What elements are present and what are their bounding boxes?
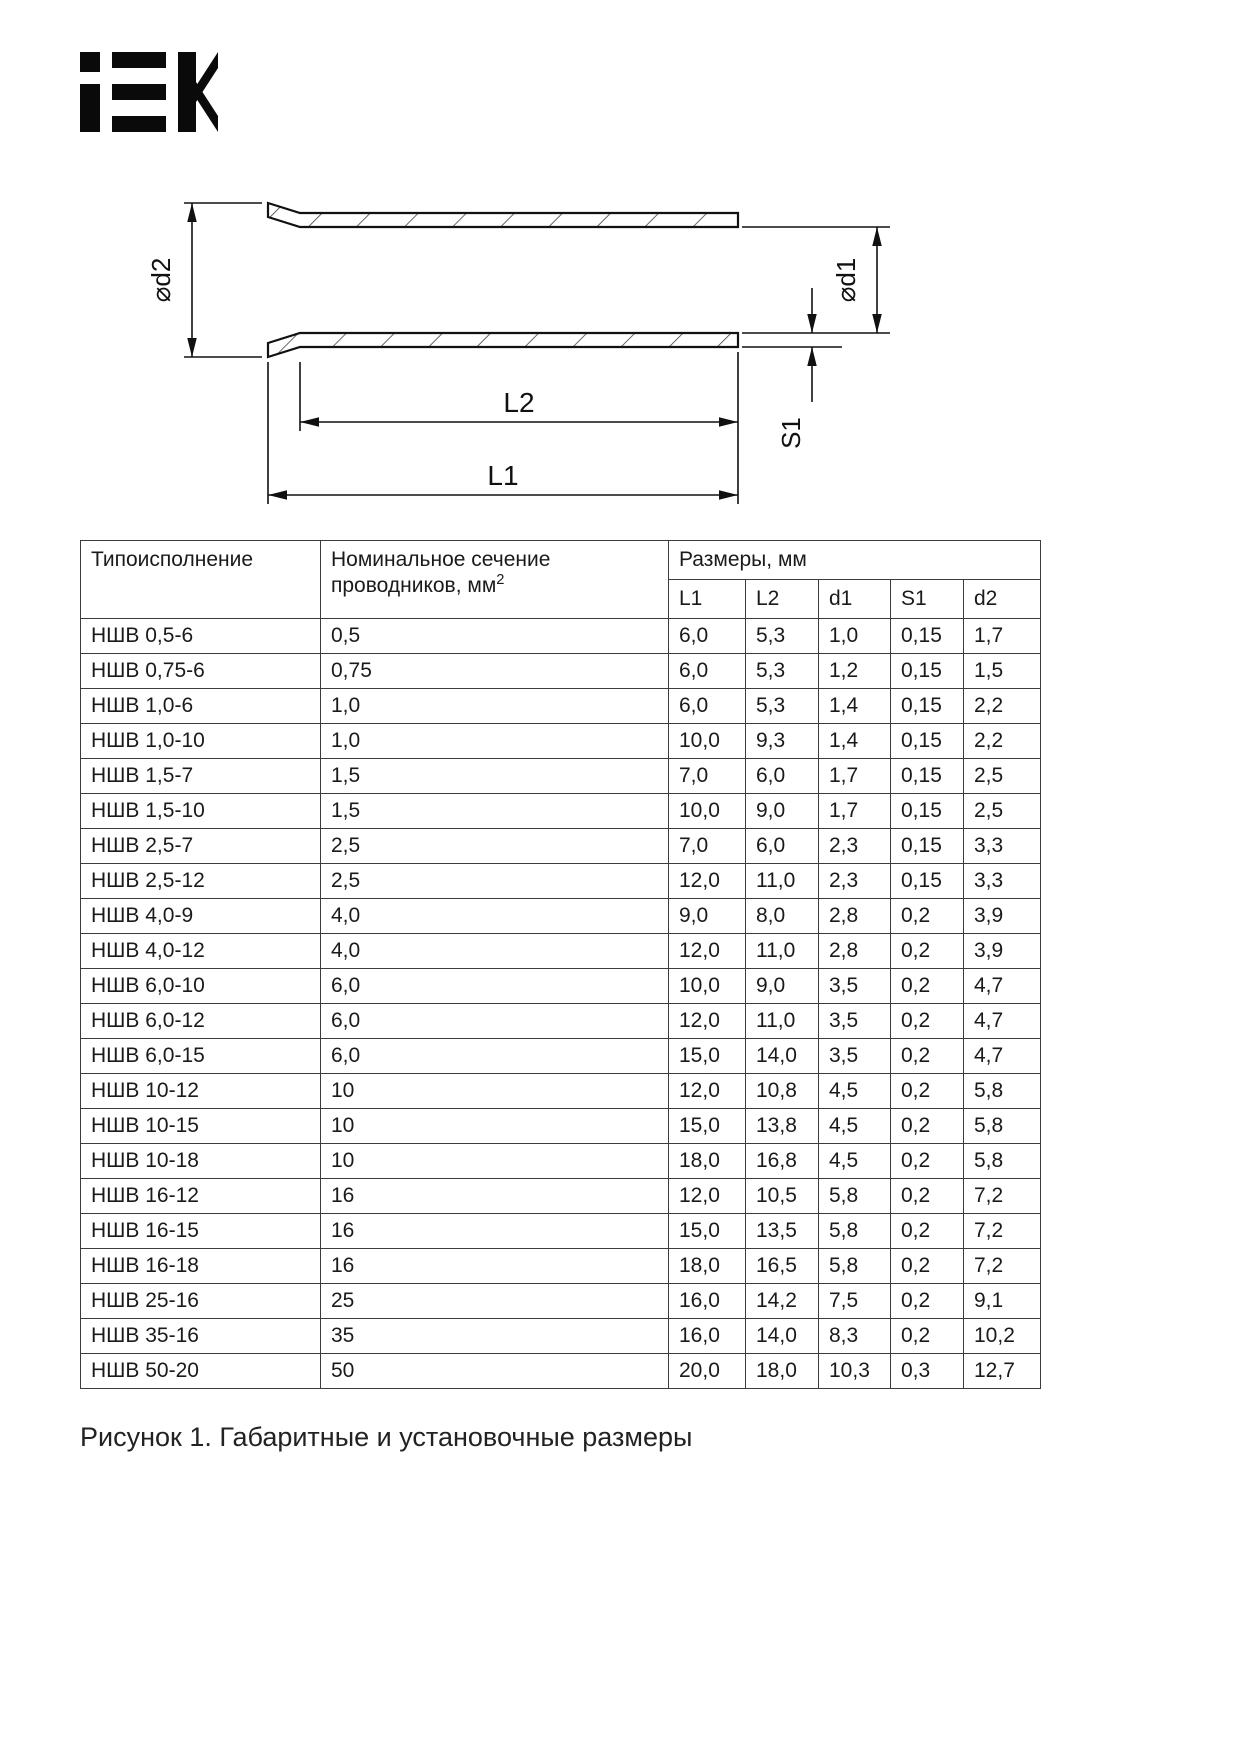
table-row bbox=[81, 1354, 1041, 1389]
cell-type: НШВ 1,5-10 bbox=[81, 794, 321, 829]
cell-l1: 6,0 bbox=[669, 689, 746, 724]
cell-l2: 6,0 bbox=[746, 829, 819, 864]
cell-l1: 7,0 bbox=[669, 759, 746, 794]
cell-l2: 10,8 bbox=[746, 1074, 819, 1109]
cell-d2: 5,8 bbox=[964, 1109, 1041, 1144]
cell-d2: 1,7 bbox=[964, 619, 1041, 654]
cell-type: НШВ 16-15 bbox=[81, 1214, 321, 1249]
cell-l2: 18,0 bbox=[746, 1354, 819, 1389]
col-header-section bbox=[321, 541, 669, 619]
cell-d2: 7,2 bbox=[964, 1249, 1041, 1284]
cell-section: 0,5 bbox=[321, 619, 669, 654]
cell-l1: 20,0 bbox=[669, 1354, 746, 1389]
ferrule-bottom-wall bbox=[268, 333, 738, 357]
table-row bbox=[81, 1319, 1041, 1354]
cell-s1: 0,15 bbox=[891, 724, 964, 759]
cell-section: 25 bbox=[321, 1284, 669, 1319]
cell-section: 50 bbox=[321, 1354, 669, 1389]
cell-d2: 9,1 bbox=[964, 1284, 1041, 1319]
cell-d2: 2,2 bbox=[964, 724, 1041, 759]
cell-d2: 3,9 bbox=[964, 934, 1041, 969]
table-row bbox=[81, 1179, 1041, 1214]
cell-l2: 10,5 bbox=[746, 1179, 819, 1214]
cell-type: НШВ 2,5-12 bbox=[81, 864, 321, 899]
cell-section: 4,0 bbox=[321, 899, 669, 934]
col-header-type: Типоисполнение bbox=[81, 541, 321, 619]
cell-l2: 5,3 bbox=[746, 619, 819, 654]
col-header-l2: L2 bbox=[746, 580, 819, 619]
cell-d1: 2,8 bbox=[819, 934, 891, 969]
table-row bbox=[81, 1249, 1041, 1284]
ferrule-top-wall bbox=[268, 203, 738, 227]
cell-d2: 3,3 bbox=[964, 829, 1041, 864]
cell-d1: 1,7 bbox=[819, 794, 891, 829]
cell-d2: 4,7 bbox=[964, 1039, 1041, 1074]
cell-type: НШВ 1,5-7 bbox=[81, 759, 321, 794]
cell-d2: 1,5 bbox=[964, 654, 1041, 689]
cell-d2: 12,7 bbox=[964, 1354, 1041, 1389]
cell-type: НШВ 6,0-12 bbox=[81, 1004, 321, 1039]
cell-type: НШВ 1,0-10 bbox=[81, 724, 321, 759]
cell-d2: 5,8 bbox=[964, 1144, 1041, 1179]
cell-type: НШВ 4,0-12 bbox=[81, 934, 321, 969]
table-row bbox=[81, 1109, 1041, 1144]
cell-l2: 11,0 bbox=[746, 934, 819, 969]
cell-s1: 0,2 bbox=[891, 1109, 964, 1144]
cell-section: 1,5 bbox=[321, 759, 669, 794]
cell-d2: 3,9 bbox=[964, 899, 1041, 934]
cell-l2: 5,3 bbox=[746, 654, 819, 689]
cell-type: НШВ 2,5-7 bbox=[81, 829, 321, 864]
cell-d1: 10,3 bbox=[819, 1354, 891, 1389]
cell-d2: 3,3 bbox=[964, 864, 1041, 899]
cell-d2: 2,5 bbox=[964, 794, 1041, 829]
cell-d2: 10,2 bbox=[964, 1319, 1041, 1354]
table-body bbox=[81, 619, 1041, 1389]
cell-l1: 12,0 bbox=[669, 864, 746, 899]
cell-type: НШВ 0,75-6 bbox=[81, 654, 321, 689]
cell-l1: 15,0 bbox=[669, 1214, 746, 1249]
dim-label-s1: S1 bbox=[776, 417, 806, 449]
cell-d1: 1,4 bbox=[819, 689, 891, 724]
cell-l2: 11,0 bbox=[746, 1004, 819, 1039]
cell-section: 10 bbox=[321, 1109, 669, 1144]
logo-k-stem bbox=[178, 52, 196, 132]
cell-l1: 16,0 bbox=[669, 1319, 746, 1354]
logo-i-dot bbox=[80, 52, 100, 72]
cell-section: 2,5 bbox=[321, 829, 669, 864]
cell-type: НШВ 0,5-6 bbox=[81, 619, 321, 654]
cell-l1: 18,0 bbox=[669, 1144, 746, 1179]
cell-d1: 3,5 bbox=[819, 1039, 891, 1074]
table-row bbox=[81, 794, 1041, 829]
cell-l1: 12,0 bbox=[669, 1004, 746, 1039]
cell-d2: 5,8 bbox=[964, 1074, 1041, 1109]
cell-d1: 2,3 bbox=[819, 864, 891, 899]
cell-section: 16 bbox=[321, 1214, 669, 1249]
cell-l2: 9,3 bbox=[746, 724, 819, 759]
cell-section: 1,5 bbox=[321, 794, 669, 829]
table-row bbox=[81, 1144, 1041, 1179]
cell-type: НШВ 50-20 bbox=[81, 1354, 321, 1389]
cell-section: 16 bbox=[321, 1249, 669, 1284]
cell-type: НШВ 1,0-6 bbox=[81, 689, 321, 724]
cell-section: 1,0 bbox=[321, 689, 669, 724]
cell-l2: 14,0 bbox=[746, 1039, 819, 1074]
table-row bbox=[81, 689, 1041, 724]
cell-d1: 4,5 bbox=[819, 1144, 891, 1179]
cell-section: 6,0 bbox=[321, 1039, 669, 1074]
col-header-sizes: Размеры, мм bbox=[669, 541, 1041, 580]
dimensions-table bbox=[80, 540, 1041, 1389]
cell-d1: 1,4 bbox=[819, 724, 891, 759]
cell-d1: 1,2 bbox=[819, 654, 891, 689]
cell-s1: 0,2 bbox=[891, 899, 964, 934]
dim-label-d1: ⌀d1 bbox=[831, 257, 861, 303]
cell-s1: 0,15 bbox=[891, 794, 964, 829]
cell-d2: 4,7 bbox=[964, 1004, 1041, 1039]
cell-s1: 0,15 bbox=[891, 759, 964, 794]
cell-l2: 14,0 bbox=[746, 1319, 819, 1354]
cell-type: НШВ 16-18 bbox=[81, 1249, 321, 1284]
cell-s1: 0,2 bbox=[891, 1214, 964, 1249]
cell-s1: 0,2 bbox=[891, 969, 964, 1004]
table-row bbox=[81, 1004, 1041, 1039]
cell-d1: 4,5 bbox=[819, 1074, 891, 1109]
cell-l1: 10,0 bbox=[669, 969, 746, 1004]
cell-l2: 13,5 bbox=[746, 1214, 819, 1249]
table-row bbox=[81, 1214, 1041, 1249]
cell-l1: 10,0 bbox=[669, 794, 746, 829]
cell-s1: 0,2 bbox=[891, 1179, 964, 1214]
cell-type: НШВ 16-12 bbox=[81, 1179, 321, 1214]
cell-l1: 9,0 bbox=[669, 899, 746, 934]
cell-d2: 7,2 bbox=[964, 1214, 1041, 1249]
table-row bbox=[81, 1284, 1041, 1319]
table-row bbox=[81, 1039, 1041, 1074]
cell-section: 35 bbox=[321, 1319, 669, 1354]
cell-d1: 4,5 bbox=[819, 1109, 891, 1144]
col-header-section-text: Номинальное сечение проводников, мм bbox=[331, 548, 551, 597]
cell-d1: 3,5 bbox=[819, 1004, 891, 1039]
cell-section: 6,0 bbox=[321, 1004, 669, 1039]
cell-s1: 0,2 bbox=[891, 1144, 964, 1179]
cell-l1: 12,0 bbox=[669, 934, 746, 969]
cell-l1: 15,0 bbox=[669, 1109, 746, 1144]
cell-section: 16 bbox=[321, 1179, 669, 1214]
col-header-s1: S1 bbox=[891, 580, 964, 619]
cell-d2: 2,5 bbox=[964, 759, 1041, 794]
cell-l1: 16,0 bbox=[669, 1284, 746, 1319]
cell-l1: 12,0 bbox=[669, 1179, 746, 1214]
cell-l2: 16,5 bbox=[746, 1249, 819, 1284]
cell-d1: 5,8 bbox=[819, 1214, 891, 1249]
table-row bbox=[81, 1074, 1041, 1109]
cell-s1: 0,15 bbox=[891, 654, 964, 689]
cell-l2: 8,0 bbox=[746, 899, 819, 934]
cell-section: 10 bbox=[321, 1074, 669, 1109]
cell-s1: 0,15 bbox=[891, 619, 964, 654]
cell-d2: 2,2 bbox=[964, 689, 1041, 724]
col-header-d1: d1 bbox=[819, 580, 891, 619]
cell-l2: 13,8 bbox=[746, 1109, 819, 1144]
cell-d1: 3,5 bbox=[819, 969, 891, 1004]
cell-type: НШВ 35-16 bbox=[81, 1319, 321, 1354]
cell-d1: 8,3 bbox=[819, 1319, 891, 1354]
cell-type: НШВ 6,0-15 bbox=[81, 1039, 321, 1074]
logo-e-bottom-bar bbox=[112, 116, 166, 132]
table-row bbox=[81, 864, 1041, 899]
cell-type: НШВ 6,0-10 bbox=[81, 969, 321, 1004]
cell-l1: 6,0 bbox=[669, 619, 746, 654]
table-row bbox=[81, 969, 1041, 1004]
col-header-l1: L1 bbox=[669, 580, 746, 619]
cell-s1: 0,2 bbox=[891, 1284, 964, 1319]
cell-l2: 6,0 bbox=[746, 759, 819, 794]
cell-s1: 0,15 bbox=[891, 829, 964, 864]
cell-l2: 5,3 bbox=[746, 689, 819, 724]
cell-l1: 18,0 bbox=[669, 1249, 746, 1284]
table-row bbox=[81, 654, 1041, 689]
cell-d2: 4,7 bbox=[964, 969, 1041, 1004]
cell-d1: 7,5 bbox=[819, 1284, 891, 1319]
cell-l1: 10,0 bbox=[669, 724, 746, 759]
logo-i-stem bbox=[80, 84, 100, 132]
cell-d1: 2,3 bbox=[819, 829, 891, 864]
table-row bbox=[81, 899, 1041, 934]
cell-section: 0,75 bbox=[321, 654, 669, 689]
col-header-d2: d2 bbox=[964, 580, 1041, 619]
ferrule-dimension-drawing bbox=[0, 150, 1000, 520]
logo-e-top-bar bbox=[112, 52, 166, 68]
cell-l2: 9,0 bbox=[746, 969, 819, 1004]
cell-l1: 6,0 bbox=[669, 654, 746, 689]
cell-s1: 0,15 bbox=[891, 864, 964, 899]
cell-d2: 7,2 bbox=[964, 1179, 1041, 1214]
cell-d1: 1,0 bbox=[819, 619, 891, 654]
dim-label-d2: ⌀d2 bbox=[146, 257, 176, 303]
cell-section: 2,5 bbox=[321, 864, 669, 899]
cell-d1: 5,8 bbox=[819, 1249, 891, 1284]
table-row bbox=[81, 724, 1041, 759]
header-row-1 bbox=[81, 541, 1041, 580]
dim-label-l2: L2 bbox=[503, 387, 535, 418]
cell-type: НШВ 10-12 bbox=[81, 1074, 321, 1109]
cell-l2: 16,8 bbox=[746, 1144, 819, 1179]
table-row bbox=[81, 934, 1041, 969]
table-row bbox=[81, 829, 1041, 864]
figure-caption: Рисунок 1. Габаритные и установочные размеры bbox=[80, 1422, 693, 1452]
cell-l1: 7,0 bbox=[669, 829, 746, 864]
cell-s1: 0,15 bbox=[891, 689, 964, 724]
cell-type: НШВ 10-15 bbox=[81, 1109, 321, 1144]
cell-d1: 5,8 bbox=[819, 1179, 891, 1214]
cell-s1: 0,2 bbox=[891, 1319, 964, 1354]
cell-l2: 11,0 bbox=[746, 864, 819, 899]
cell-s1: 0,2 bbox=[891, 1249, 964, 1284]
cell-s1: 0,2 bbox=[891, 1074, 964, 1109]
iek-logo bbox=[78, 50, 218, 134]
cell-type: НШВ 25-16 bbox=[81, 1284, 321, 1319]
cell-d1: 1,7 bbox=[819, 759, 891, 794]
cell-s1: 0,2 bbox=[891, 1039, 964, 1074]
table-row bbox=[81, 759, 1041, 794]
col-header-section-sup: 2 bbox=[496, 572, 505, 588]
table-row bbox=[81, 619, 1041, 654]
cell-type: НШВ 10-18 bbox=[81, 1144, 321, 1179]
cell-l2: 9,0 bbox=[746, 794, 819, 829]
cell-s1: 0,3 bbox=[891, 1354, 964, 1389]
cell-section: 6,0 bbox=[321, 969, 669, 1004]
cell-section: 10 bbox=[321, 1144, 669, 1179]
cell-d1: 2,8 bbox=[819, 899, 891, 934]
cell-s1: 0,2 bbox=[891, 934, 964, 969]
cell-section: 1,0 bbox=[321, 724, 669, 759]
cell-l1: 15,0 bbox=[669, 1039, 746, 1074]
logo-k-lower-arm bbox=[196, 82, 218, 132]
logo-e-mid-bar bbox=[112, 84, 166, 100]
cell-section: 4,0 bbox=[321, 934, 669, 969]
dim-label-l1: L1 bbox=[487, 460, 519, 491]
cell-l2: 14,2 bbox=[746, 1284, 819, 1319]
cell-s1: 0,2 bbox=[891, 1004, 964, 1039]
cell-type: НШВ 4,0-9 bbox=[81, 899, 321, 934]
cell-l1: 12,0 bbox=[669, 1074, 746, 1109]
